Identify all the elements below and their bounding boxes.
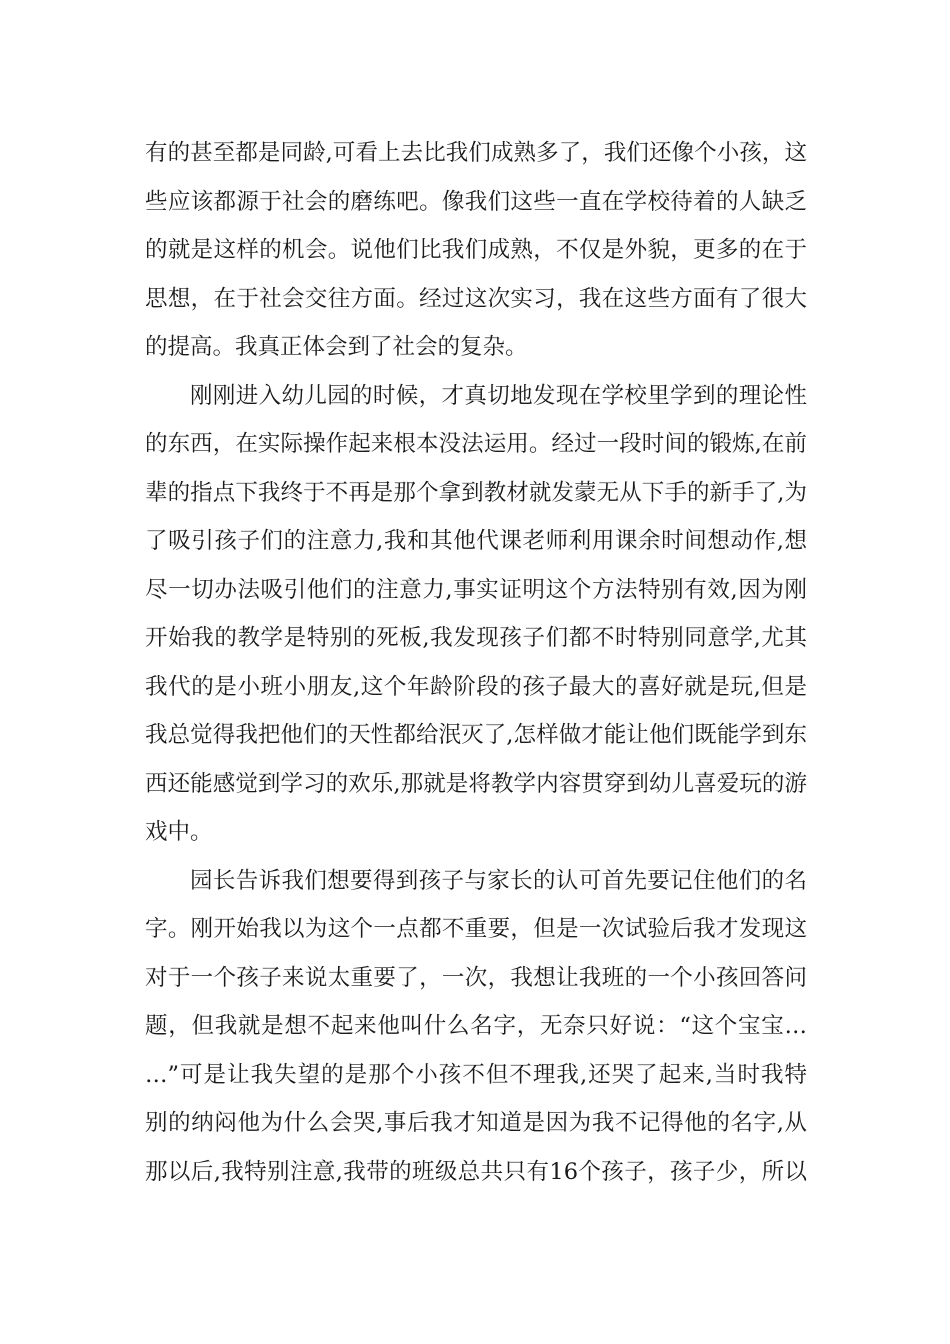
- text-line: 刚刚进入幼儿园的时候，才真切地发现在学校里学到的理论性: [190, 382, 807, 409]
- text-line: 的就是这样的机会。说他们比我们成熟，不仅是外貌，更多的在于: [145, 237, 807, 263]
- text-line: 对于一个孩子来说太重要了，一次，我想让我班的一个小孩回答问: [145, 964, 807, 991]
- text-line: 西还能感觉到学习的欢乐,那就是将教学内容贯穿到幼儿喜爱玩的游: [145, 770, 807, 797]
- text-line: 园长告诉我们想要得到孩子与家长的认可首先要记住他们的名: [190, 867, 807, 894]
- text-line: 我总觉得我把他们的天性都给泯灭了,怎样做才能让他们既能学到东: [145, 722, 807, 748]
- text-line: 别的纳闷他为什么会哭,事后我才知道是因为我不记得他的名字,从: [145, 1110, 807, 1136]
- text-line: 些应该都源于社会的磨练吧。像我们这些一直在学校待着的人缺乏: [145, 188, 807, 215]
- text-line: 辈的指点下我终于不再是那个拿到教材就发蒙无从下手的新手了,为: [145, 479, 807, 506]
- text-line: …”可是让我失望的是那个小孩不但不理我,还哭了起来,当时我特: [145, 1061, 807, 1088]
- text-line: 戏中。: [145, 819, 213, 845]
- text-line: 那以后,我特别注意,我带的班级总共只有16个孩子，孩子少，所以: [145, 1158, 807, 1185]
- text-line: 了吸引孩子们的注意力,我和其他代课老师利用课余时间想动作,想: [145, 528, 807, 554]
- text-line: 我代的是小班小朋友,这个年龄阶段的孩子最大的喜好就是玩,但是: [145, 673, 807, 700]
- paragraph-1: [145, 129, 807, 372]
- text-line: 字。刚开始我以为这个一点都不重要，但是一次试验后我才发现这: [145, 916, 807, 942]
- text-line: 题，但我就是想不起来他叫什么名字，无奈只好说：“这个宝宝…: [145, 1013, 807, 1039]
- text-line: 开始我的教学是特别的死板,我发现孩子们都不时特别同意学,尤其: [145, 625, 807, 651]
- text-line: 的东西，在实际操作起来根本没法运用。经过一段时间的锻炼,在前: [145, 431, 807, 457]
- text-line: 的提高。我真正体会到了社会的复杂。: [145, 334, 528, 360]
- body-text: [145, 129, 807, 1196]
- paragraph-3: [145, 857, 807, 1197]
- text-line: 有的甚至都是同龄,可看上去比我们成熟多了，我们还像个小孩，这: [145, 140, 807, 166]
- paragraph-2: [145, 372, 807, 857]
- text-line: 思想，在于社会交往方面。经过这次实习，我在这些方面有了很大: [145, 285, 807, 312]
- text-line: 尽一切办法吸引他们的注意力,事实证明这个方法特别有效,因为刚: [145, 576, 807, 603]
